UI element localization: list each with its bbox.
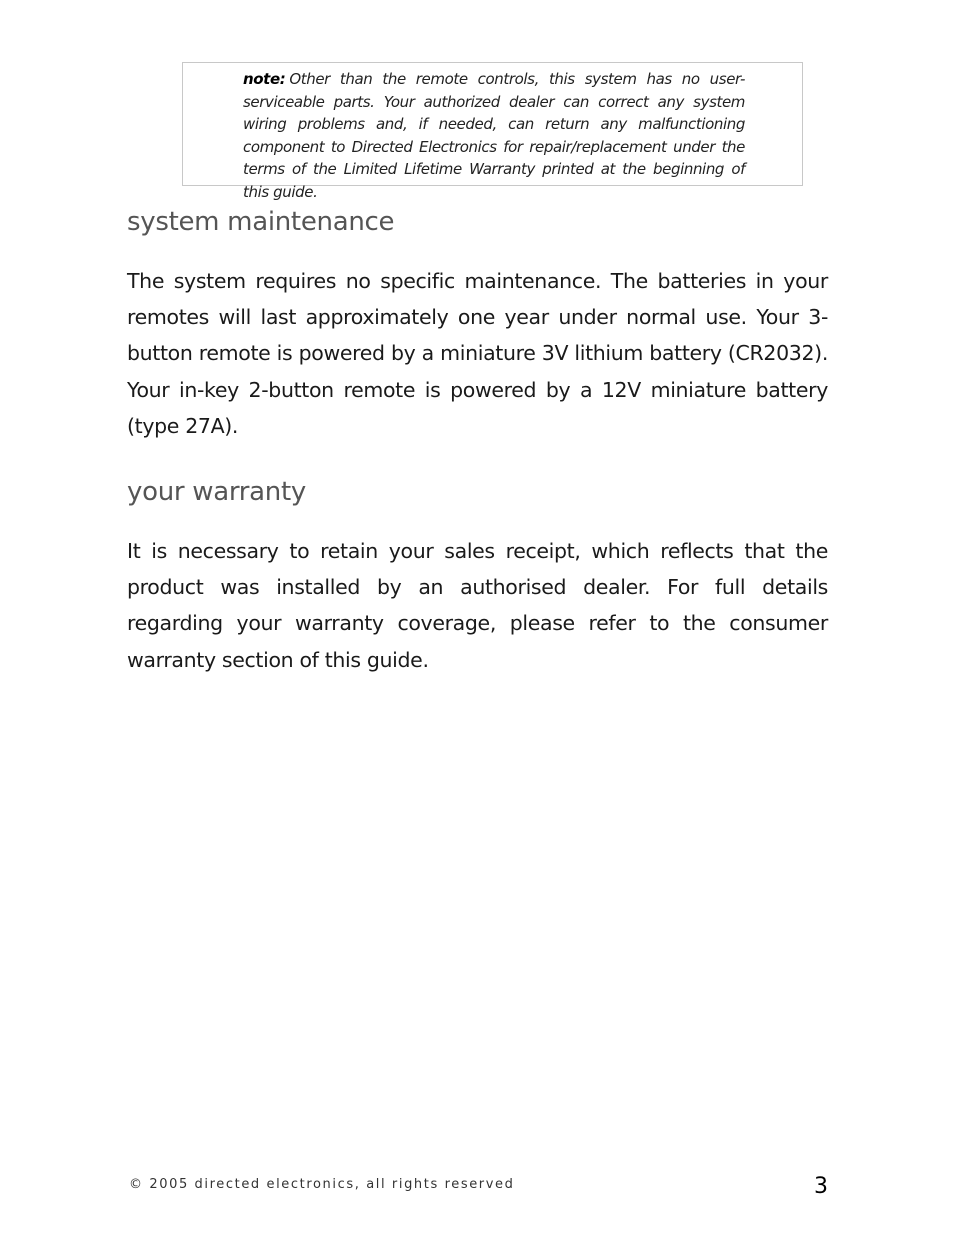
note-box [182,62,803,201]
note-paragraph [243,68,745,204]
page-number: 3 [814,1174,828,1199]
section-body-system-maintenance: The system requires no specific maintenance. The batteries in your remotes will last approximately one year under normal use. Your 3-button remote is powered by a miniature 3V lithium battery (CR2032). Your in-key 2-button remote is powered by a 12V miniature battery (type 27A). [127,269,828,438]
section-body-your-warranty: It is necessary to retain your sales receipt, which reflects that the product was installed by an authorised dealer. For full details regarding your warranty coverage, please refer to the consumer warranty section of this guide. [127,539,828,672]
section-heading-system-maintenance: system maintenance [127,207,395,237]
note-label: note: [243,70,286,88]
note-text: Other than the remote controls, this system has no user-serviceable parts. Your authorized dealer can correct any system wiring problems and, if needed, can return any malfunctioning component to Directed Electronics for repair/replacement under the terms of the Limited Lifetime Warranty printed at the beginning of this guide. [243,70,745,201]
footer-copyright: © 2005 directed electronics, all rights reserved [129,1177,515,1192]
section-heading-your-warranty: your warranty [127,477,306,507]
